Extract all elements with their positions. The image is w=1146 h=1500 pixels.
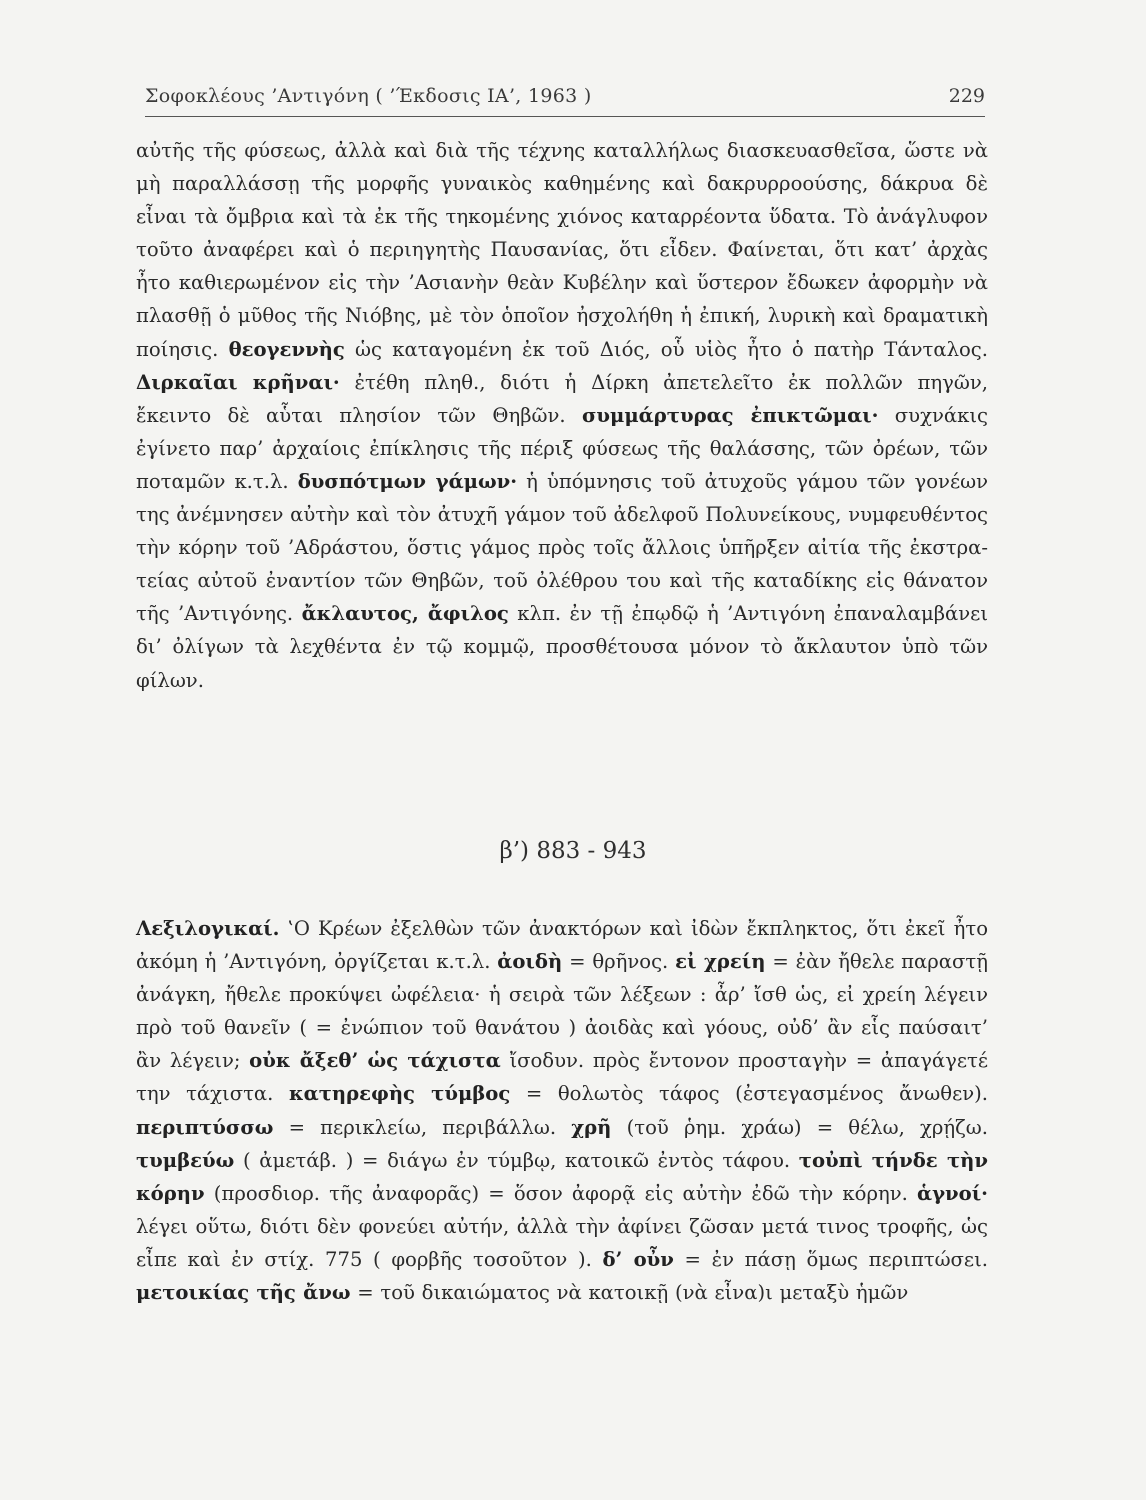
text-run: = ἐὰν ἤθελε παραστῇ ἀνάγκη, ἤθελε προκύψει ὠφέλεια· ἡ σειρὰ τῶν λέξεων : ἆρ’ ἴσθ ὡς, εἰ χρείη λέγειν πρὸ τοῦ θανεῖν ( = ἐνώπιον τοῦ θανάτου ) ἀοιδὰς καὶ γόους, οὐδ’ ἂν εἷς παύσαιτ’ ἂν λέγειν;: [136, 950, 988, 1073]
headword: μετοικίας τῆς ἄνω: [136, 1281, 351, 1305]
headword: ἁγνοί·: [917, 1181, 988, 1205]
text-run: (τοῦ ῥημ. χράω) = θέλω, χρῄζω.: [611, 1115, 988, 1139]
text-run: κλπ. ἐν τῇ ἐπῳδῷ ἡ ’Αντιγόνη ἐπαναλαμβάνει δι’ ὀλίγων τὰ λεχθέντα ἐν τῷ κομμῷ, προσθέτουσα μόνον τὸ ἄκλαυτον ὑπὸ τῶν φίλων.: [136, 602, 989, 692]
headword: περιπτύσσω: [136, 1115, 274, 1139]
text-run: συχνάκις ἐγίνετο παρ’ ἀρχαίοις ἐπίκλησις τῆς πέριξ φύσεως τῆς θαλάσσης, τῶν ὀρέων, τῶν ποταμῶν κ.τ.λ.: [136, 403, 988, 493]
headword: εἰ χρείη: [675, 950, 766, 974]
section-heading: β’) 883 - 943: [499, 838, 647, 864]
headword: ἀοιδὴ: [497, 950, 563, 974]
headword: ἄκλαυτος, ἄφιλος: [301, 602, 509, 626]
text-run: ‛Ο Κρέων ἐξελθὼν τῶν ἀνακτόρων καὶ ἰδὼν ἔκπληκτος, ὅτι ἐκεῖ ἦτο ἀκόμη ἡ ’Αντιγόνη, ὀργίζεται κ.τ.λ.: [136, 917, 988, 974]
headword: δυσπότμων γάμων·: [297, 469, 518, 493]
text-run: = περικλείω, περιβάλλω.: [273, 1115, 572, 1139]
headword: οὐκ ἄξεθ’ ὡς τάχιστα: [249, 1049, 501, 1073]
headword: θεογεννὴς: [228, 337, 345, 361]
running-header: [145, 85, 985, 115]
text-run: ὡς καταγομένη ἐκ τοῦ Διός, οὗ υἱὸς ἦτο ὁ πατὴρ Τάνταλος.: [344, 337, 988, 361]
text-run: = θολωτὸς τάφος (ἐστεγασμένος ἄνωθεν).: [510, 1082, 989, 1106]
headword: Διρκαῖαι κρῆναι·: [136, 370, 340, 394]
headword: συμμάρτυρας ἐπικτῶμαι·: [581, 403, 879, 427]
text-run: λέγει οὕτω, διότι δὲν φονεύει αὐτήν, ἀλλὰ τὴν ἀφίνει ζῶσαν μετά τινος τροφῆς, ὡς εἶπε καὶ ἐν στίχ. 775 ( φορβῆς τοσοῦτον ).: [136, 1214, 988, 1271]
text-run: αὐτῆς τῆς φύσεως, ἀλλὰ καὶ διὰ τῆς τέχνης καταλλήλως διασκευασθεῖσα, ὥστε νὰ μὴ παραλλάσσῃ τῆς μορφῆς γυναικὸς καθημένης καὶ δακρυρροούσης, δάκρυα δὲ εἶναι τὰ ὄμβρια καὶ τὰ ἐκ τῆς τηκομένης χιόνος καταρρέοντα ὕδατα. Τὸ ἀνάγλυφον τοῦτο ἀναφέρει καὶ ὁ περιηγητὴς Παυσανίας, ὅτι εἶδεν. Φαίνεται, ὅτι κατ’ ἀρχὰς ἦτο καθιερωμένον εἰς τὴν ’Ασιανὴν θεὰν Κυβέλην καὶ ὕστερον ἔδωκεν ἀφορμὴν νὰ πλασθῇ ὁ μῦθος τῆς Νιόβης, μὲ τὸν ὁποῖον ἠσχολήθη ἡ ἐπική, λυρικὴ καὶ δραματικὴ ποίησις.: [136, 139, 988, 361]
running-title: Σοφοκλέους ’Αντιγόνη ( ’Έκδοσις ΙΑ’, 1963 ): [145, 85, 592, 107]
text-run: ἡ ὑπόμνησις τοῦ ἀτυχοῦς γάμου τῶν γονέων της ἀνέμνησεν αὐτὴν καὶ τὸν ἀτυχῆ γάμον τοῦ ἀδελφοῦ Πολυνείκους, νυμφευθέντος τὴν κόρην τοῦ ’Αδράστου, ὅστις γάμος πρὸς τοῖς ἄλλοις ὑπῆρξεν αἰτία τῆς ἐκστρατείας αὐτοῦ ἐναντίον τῶν Θηβῶν, τοῦ ὀλέθρου του καὶ τῆς καταδίκης εἰς θάνατον τῆς ’Αντιγόνης.: [136, 469, 988, 626]
text-run: ἴσοδυν. πρὸς ἔντονον προσταγὴν = ἀπαγάγετέ την τάχιστα.: [136, 1049, 988, 1106]
header-rule: [145, 116, 985, 117]
text-run: = θρῆνος.: [562, 950, 676, 974]
text-run: ἐτέθη πληθ., διότι ἡ Δίρκη ἀπετελεῖτο ἐκ πολλῶν πηγῶν, ἔκειντο δὲ αὗται πλησίον τῶν Θηβῶν.: [136, 370, 988, 427]
headword: δ’ οὖν: [602, 1247, 674, 1271]
text-run: = τοῦ δικαιώματος νὰ κατοικῇ (νὰ εἶνα)ι μεταξὺ ἡμῶν: [350, 1281, 909, 1305]
page-number: 229: [948, 85, 985, 107]
commentary-paragraph: [136, 134, 988, 697]
headword: τυμβεύω: [136, 1148, 235, 1172]
text-run: = ἐν πάσῃ ὅμως περιπτώσει.: [673, 1247, 988, 1271]
headword: τοὐπὶ τήνδε τὴν κόρην: [136, 1148, 988, 1205]
lexical-notes-paragraph: [136, 912, 988, 1309]
text-run: ( ἀμετάβ. ) = διάγω ἐν τύμβῳ, κατοικῶ ἐντὸς τάφου.: [234, 1148, 799, 1172]
text-run: (προσδιορ. τῆς ἀναφορᾶς) = ὅσον ἀφορᾷ εἰς αὐτὴν ἐδῶ τὴν κόρην.: [204, 1181, 918, 1205]
headword: κατηρεφὴς τύμβος: [288, 1082, 511, 1106]
headword: χρῆ: [571, 1115, 612, 1139]
headword: Λεξιλογικαί.: [136, 917, 280, 940]
